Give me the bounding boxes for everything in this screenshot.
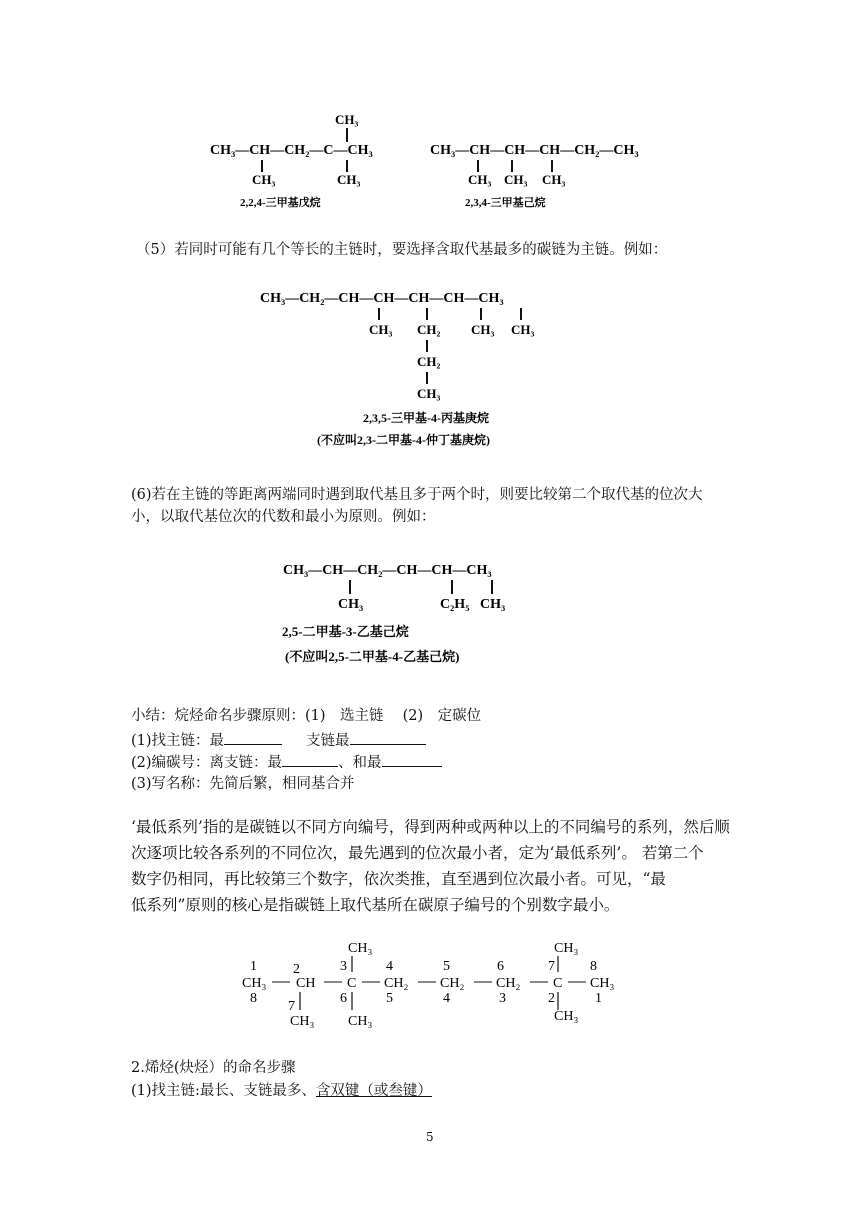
f4-bottom-sub-1: CH₃ (290, 1014, 315, 1029)
summary-blank-1[interactable] (224, 730, 282, 745)
f1-right-bottom-sub-3: CH₃ (542, 172, 566, 187)
summary-step-1-a: (1)找主链：最 (131, 733, 225, 749)
summary-step-1 (131, 730, 426, 751)
rule-5: （5）若同时可能有几个等长的主链时，要选择含取代基最多的碳链为主链。例如： (136, 242, 668, 258)
alkene-step-1-a: (1)找主链:最长、支链最多、 (131, 1083, 316, 1099)
f2-caption-2: (不应叫2,3-二甲基-4-仲丁基庚烷) (317, 433, 490, 447)
summary-step-2-b: 、和最 (338, 755, 382, 771)
f3-sub-2: C₂H₅ (440, 597, 470, 612)
summary-blank-2[interactable] (350, 730, 426, 745)
f1-right-main: CH₃—CH—CH—CH—CH₂—CH₃ (430, 143, 639, 158)
f4-num-bottom-5: 4 (443, 991, 450, 1006)
alkene-step-1-b: 含双键（或叁键） (315, 1083, 432, 1099)
summary-heading: 小结：烷烃命名步骤原则：(1) 选主链 (2) 定碳位 (131, 708, 482, 724)
summary-blank-3[interactable] (282, 752, 338, 767)
f4-bottom-sub-3: CH₃ (554, 1009, 579, 1024)
f4-atom-3: C (347, 976, 357, 991)
f3-sub-3: CH₃ (480, 597, 506, 612)
f2-sub-4: CH₃ (511, 322, 535, 337)
f4-num-bottom-1: 8 (250, 991, 257, 1006)
f4-num-bottom-6: 3 (499, 991, 506, 1006)
f1-left-caption: 2,2,4-三甲基戊烷 (240, 197, 321, 209)
summary-step-3: (3)写名称：先简后繁，相同基合并 (131, 776, 355, 792)
f1-left-bottom-sub-1: CH₃ (252, 172, 276, 187)
f1-left-bottom-sub-2: CH₃ (337, 172, 361, 187)
f3-main: CH₃—CH—CH₂—CH—CH—CH₃ (283, 563, 492, 578)
f2-sub-1: CH₃ (369, 322, 393, 337)
alkene-title: 2.烯烃(炔烃）的命名步骤 (131, 1060, 296, 1076)
page-number: 5 (426, 1130, 434, 1144)
lowest-series-line-4: 低系列”原则的核心是指碳链上取代基所在碳原子编号的个别数字最小。 (131, 896, 620, 914)
f4-atom-6: CH₂ (496, 976, 521, 991)
f4-num-top-7: 7 (548, 959, 555, 974)
summary-step-2 (131, 752, 442, 773)
f2-sub-2: CH₂ (417, 322, 441, 337)
f4-num-top-1: 1 (250, 959, 257, 974)
summary-blank-4[interactable] (382, 752, 442, 767)
f4-num-bottom-8: 1 (595, 991, 602, 1006)
summary-step-1-b: 支链最 (306, 733, 350, 749)
f4-atom-7: C (553, 976, 563, 991)
f4-num-bottom-4: 5 (386, 991, 393, 1006)
f4-atom-4: CH₂ (384, 976, 409, 991)
figure-structures-4 (238, 930, 638, 1030)
lowest-series-line-3: 数字仍相同，再比较第三个数字，依次类推，直至遇到位次最小者。可见，“最 (131, 870, 666, 888)
f3-caption-2: (不应叫2,5-二甲基-4-乙基己烷) (285, 649, 460, 664)
f4-num-top-5: 5 (443, 959, 450, 974)
f4-num-top-4: 4 (386, 959, 393, 974)
f2-chain-2: CH₃ (417, 386, 441, 401)
f2-sub-3: CH₃ (471, 322, 495, 337)
f2-main: CH₃—CH₂—CH—CH—CH—CH—CH₃ (260, 291, 504, 306)
f4-num-top-8: 8 (590, 959, 597, 974)
rule-6-line-2: 小，以取代基位次的代数和最小为原则。例如： (131, 509, 436, 525)
f3-caption-1: 2,5-二甲基-3-乙基己烷 (282, 624, 409, 639)
f1-right-caption: 2,3,4-三甲基己烷 (465, 197, 546, 209)
f4-bottom-sub-2: CH₃ (348, 1014, 373, 1029)
rule-6-line-1: (6)若在主链的等距离两端同时遇到取代基且多于两个时，则要比较第二个取代基的位次大 (131, 487, 703, 503)
f1-right-bottom-sub-2: CH₃ (504, 172, 528, 187)
f4-atom-1: CH₃ (242, 976, 267, 991)
f4-num-top-3: 3 (340, 959, 347, 974)
f4-num-top-6: 6 (497, 959, 504, 974)
f2-chain-1: CH₂ (417, 354, 441, 369)
f3-sub-1: CH₃ (338, 597, 364, 612)
f4-num-bottom-7: 2 (548, 991, 555, 1006)
lowest-series-line-1: ‘最低系列’指的是碳链以不同方向编号，得到两种或两种以上的不同编号的系列，然后顺 (131, 818, 730, 836)
f4-top-sub-1: CH₃ (348, 941, 373, 956)
figure-structures-1 (200, 108, 670, 218)
lowest-series-line-2: 次逐项比较各系列的不同位次，最先遇到的位次最小者，定为‘最低系列’。 若第二个 (131, 844, 704, 862)
f1-left-top-sub: CH₃ (335, 112, 359, 127)
f4-atom-2: CH (296, 976, 316, 991)
figure-structures-2 (255, 282, 615, 452)
f1-right-bottom-sub-1: CH₃ (468, 172, 492, 187)
f2-caption-1: 2,3,5-三甲基-4-丙基庚烷 (363, 411, 489, 425)
alkene-step-1 (131, 1081, 432, 1101)
f1-left-main: CH₃—CH—CH₂—C—CH₃ (210, 143, 373, 158)
figure-structures-3 (280, 556, 600, 670)
f4-atom-8: CH₃ (590, 976, 615, 991)
f4-top-sub-2: CH₃ (554, 941, 579, 956)
f4-num-bottom-2: 7 (288, 999, 295, 1014)
f4-atom-5: CH₂ (440, 976, 465, 991)
f4-num-bottom-3: 6 (340, 991, 347, 1006)
summary-step-2-a: (2)编碳号：离支链：最 (131, 755, 283, 771)
f4-num-top-2: 2 (293, 962, 300, 977)
